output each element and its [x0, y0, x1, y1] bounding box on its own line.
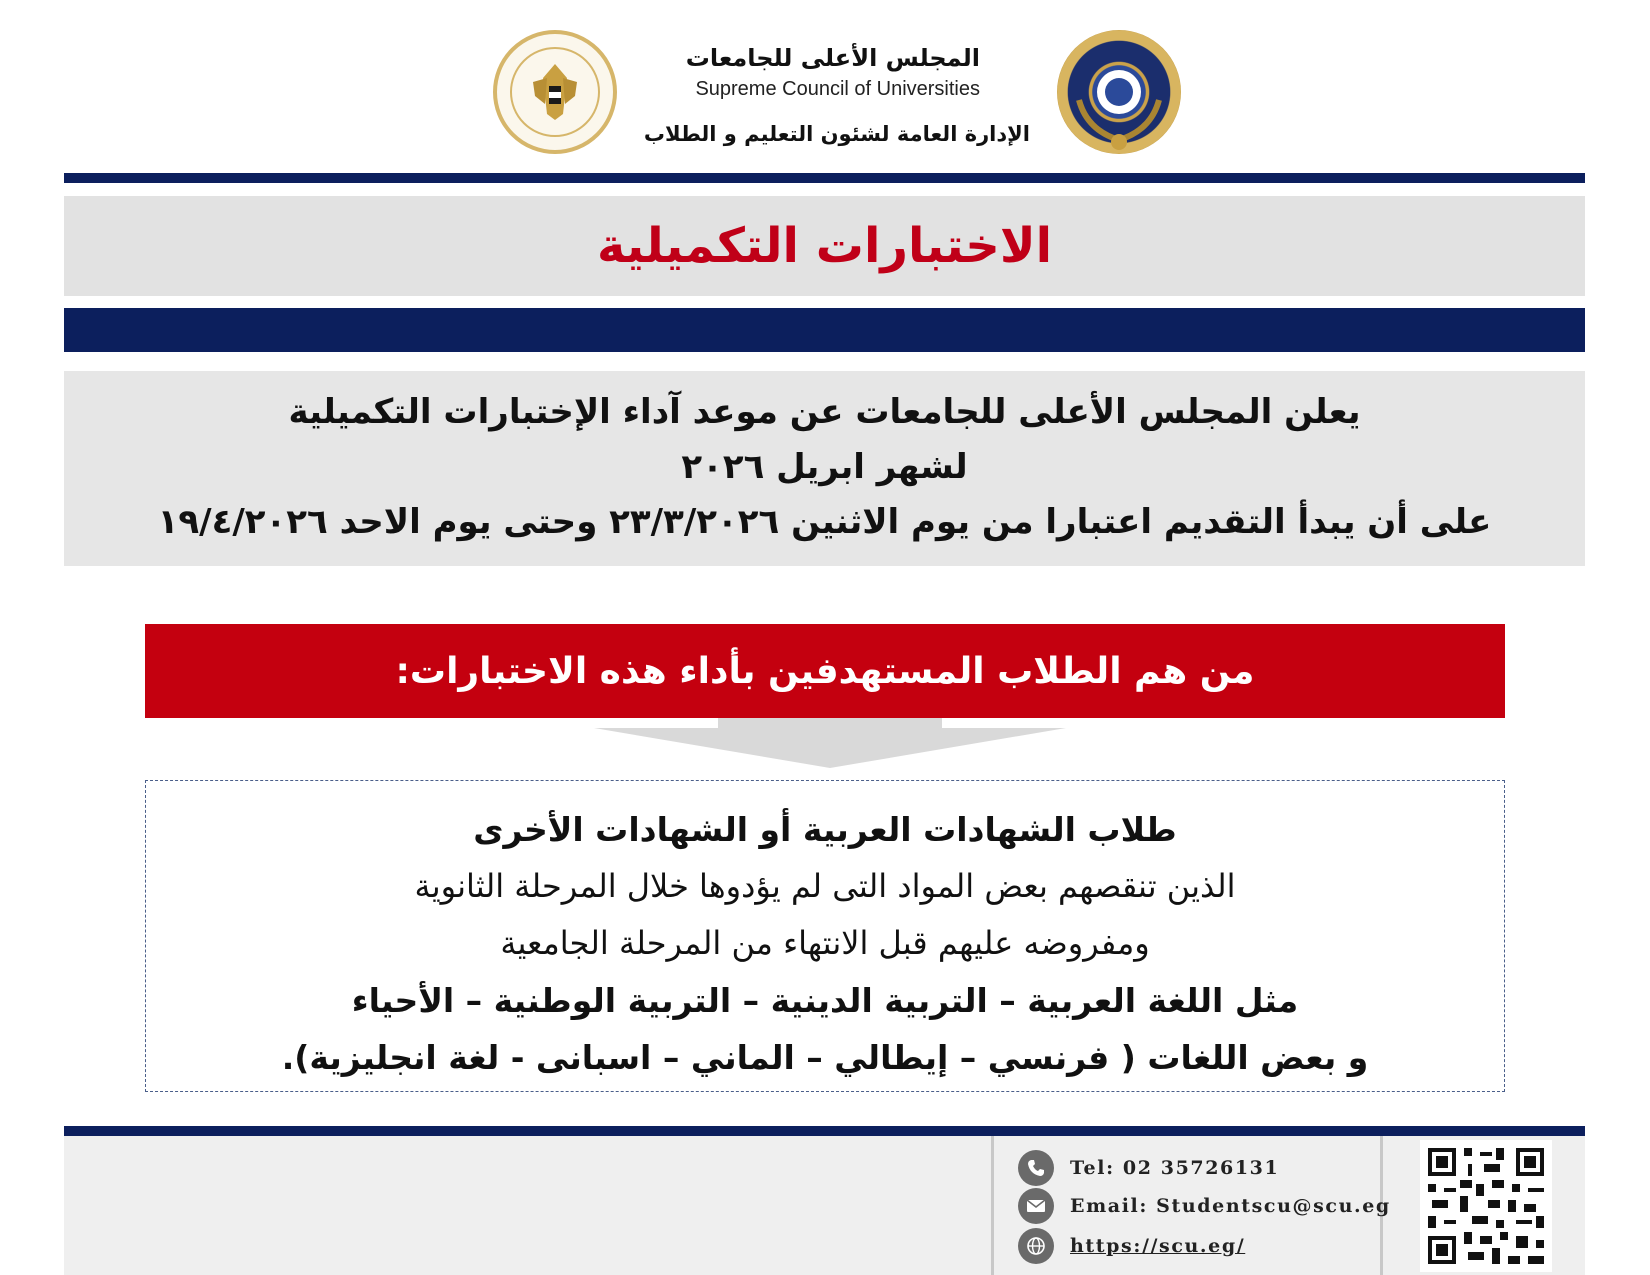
envelope-icon — [1018, 1188, 1054, 1224]
target-students-banner — [145, 624, 1505, 718]
details-line-4: مثل اللغة العربية – التربية الدينية – التربية الوطنية – الأحياء — [351, 981, 1299, 1020]
tel-text: Tel: 02 35726131 — [1070, 1157, 1280, 1179]
website-link[interactable]: https://scu.eg/ — [1070, 1235, 1246, 1257]
details-line-2: الذين تنقصهم بعض المواد التى لم يؤدوها خلال المرحلة الثانوية — [414, 867, 1236, 905]
target-heading: من هم الطلاب المستهدفين بأداء هذه الاختبارات: — [395, 650, 1255, 692]
title-panel — [64, 196, 1585, 296]
email-text[interactable]: Email: Studentscu@scu.eg — [1070, 1195, 1391, 1217]
globe-icon — [1018, 1228, 1054, 1264]
contact-tel-row — [1018, 1150, 1279, 1186]
council-name-arabic: المجلس الأعلى للجامعات — [685, 44, 980, 72]
details-line-3: ومفروضه عليهم قبل الانتهاء من المرحلة الجامعية — [500, 924, 1150, 962]
middle-divider-bar — [64, 308, 1585, 352]
page-title: الاختبارات التكميلية — [596, 218, 1053, 274]
details-line-5: و بعض اللغات ( فرنسي – إيطالي – الماني – اسبانى - لغة انجليزية). — [281, 1038, 1369, 1077]
council-name-english: Supreme Council of Universities — [695, 78, 980, 100]
details-line-1: طلاب الشهادات العربية أو الشهادات الأخرى — [473, 810, 1177, 849]
phone-icon — [1018, 1150, 1054, 1186]
contact-email-row — [1018, 1188, 1391, 1224]
bottom-divider-bar — [64, 1126, 1585, 1136]
top-divider-bar — [64, 173, 1585, 183]
announcement-line-3: على أن يبدأ التقديم اعتبارا من يوم الاثنين ٢٣/٣/٢٠٢٦ وحتى يوم الاحد ١٩/٤/٢٠٢٦ — [157, 502, 1492, 542]
qr-code-icon[interactable] — [1420, 1140, 1552, 1272]
announcement-line-2: لشهر ابريل ٢٠٢٦ — [681, 447, 968, 487]
announcement-line-1: يعلن المجلس الأعلى للجامعات عن موعد آداء الإختبارات التكميلية — [288, 392, 1361, 432]
footer-divider-left — [991, 1136, 994, 1275]
contact-website-row — [1018, 1228, 1245, 1264]
announcement-panel — [64, 371, 1585, 566]
department-name: الإدارة العامة لشئون التعليم و الطلاب — [643, 122, 1030, 146]
diamond-jubilee-logo — [1057, 30, 1181, 154]
target-details-box — [145, 780, 1505, 1092]
down-arrow-icon — [594, 718, 1066, 768]
